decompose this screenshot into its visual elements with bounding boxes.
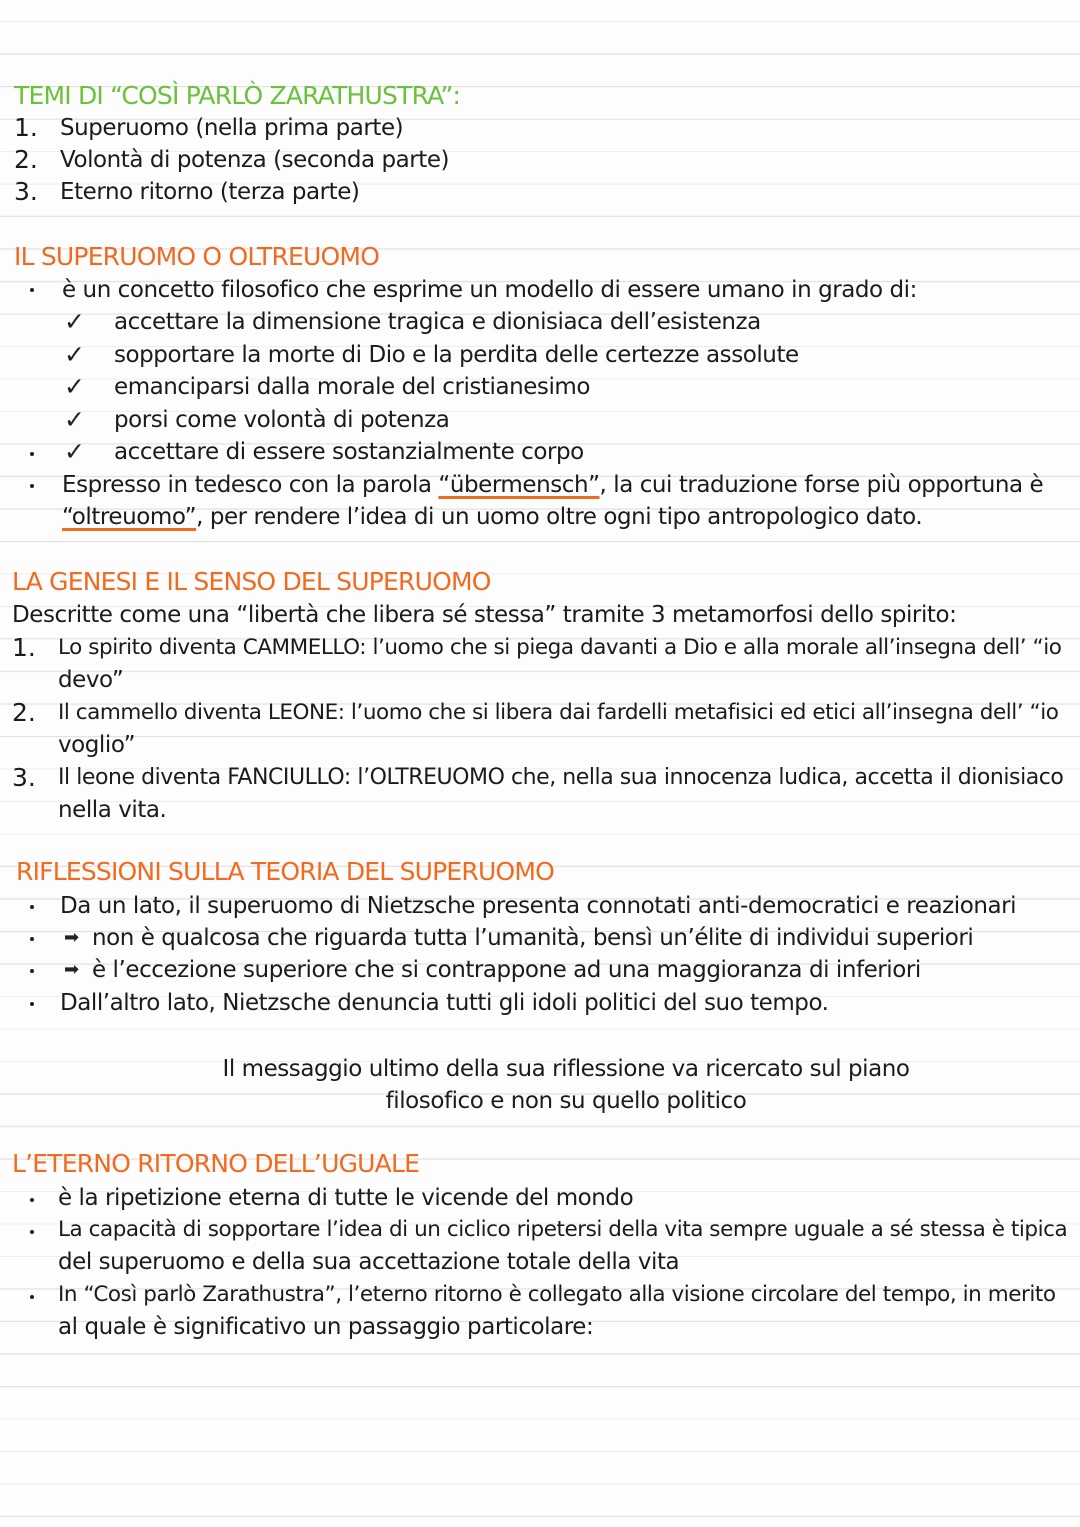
espresso-text-a: Espresso in tedesco con la parola: [62, 472, 439, 498]
check-icon: ✓: [64, 405, 85, 434]
bullet-dot: [30, 452, 34, 456]
riflessioni-point-1: Da un lato, il superuomo di Nietzsche presenta connotati anti-democratici e reazionari: [60, 893, 1017, 919]
temi-num-2: 2.: [14, 145, 38, 174]
arrow-right-icon: ➡: [64, 959, 80, 980]
heading-eterno-ritorno: L’ETERNO RITORNO DELL’UGUALE: [12, 1149, 420, 1178]
riflessioni-arrow-2: è l’eccezione superiore che si contrappone ad una maggioranza di inferiori: [92, 957, 921, 983]
bullet-dot: [30, 937, 34, 941]
bullet-dot: [30, 969, 34, 973]
message-line-2: filosofico e non su quello politico: [385, 1088, 747, 1114]
temi-num-3: 3.: [14, 177, 38, 206]
eterno-bullet-1: è la ripetizione eterna di tutte le vicende del mondo: [58, 1185, 634, 1211]
temi-item-3: Eterno ritorno (terza parte): [60, 179, 360, 205]
check-item-2: sopportare la morte di Dio e la perdita delle certezze assolute: [114, 342, 799, 368]
heading-superuomo: IL SUPERUOMO O OLTREUOMO: [14, 242, 380, 271]
temi-num-1: 1.: [14, 113, 38, 142]
check-item-5: accettare di essere sostanzialmente corpo: [114, 439, 584, 465]
eterno-bullet-3-line-2: al quale è significativo un passaggio particolare:: [58, 1314, 594, 1340]
bullet-dot: [30, 1002, 34, 1006]
message-line-1: Il messaggio ultimo della sua riflessione va ricercato sul piano: [222, 1056, 910, 1082]
check-item-4: porsi come volontà di potenza: [114, 407, 450, 433]
genesi-num-1: 1.: [12, 633, 36, 662]
genesi-num-3: 3.: [12, 763, 36, 792]
bullet-dot: [30, 1230, 34, 1234]
genesi-item-2-line-2: voglio”: [58, 732, 136, 758]
eterno-bullet-2-line-2: del superuomo e della sua accettazione totale della vita: [58, 1249, 680, 1275]
heading-temi: TEMI DI “COSÌ PARLÒ ZARATHUSTRA”:: [14, 81, 461, 110]
heading-riflessioni: RIFLESSIONI SULLA TEORIA DEL SUPERUOMO: [16, 857, 554, 886]
genesi-item-2-line-1: Il cammello diventa LEONE: l’uomo che si libera dai fardelli metafisici ed etici all’insegna dell’ “io: [58, 700, 1059, 725]
check-icon: ✓: [64, 307, 85, 336]
temi-item-1: Superuomo (nella prima parte): [60, 115, 404, 141]
check-icon: ✓: [64, 340, 85, 369]
espresso-text-b: , la cui traduzione forse più opportuna è: [599, 472, 1044, 498]
riflessioni-arrow-1: non è qualcosa che riguarda tutta l’umanità, bensì un’élite di individui superiori: [92, 925, 974, 951]
temi-item-2: Volontà di potenza (seconda parte): [60, 147, 450, 173]
eterno-bullet-3-line-1: In “Così parlò Zarathustra”, l’eterno ritorno è collegato alla visione circolare del tempo, in merito: [58, 1282, 1056, 1307]
genesi-item-1-line-2: devo”: [58, 667, 124, 693]
bullet-dot: [30, 905, 34, 909]
term-ubermensch: “übermensch”: [438, 472, 600, 498]
heading-genesi: LA GENESI E IL SENSO DEL SUPERUOMO: [12, 567, 491, 596]
term-oltreuomo: “oltreuomo”: [62, 504, 197, 530]
arrow-right-icon: ➡: [64, 927, 80, 948]
check-item-3: emanciparsi dalla morale del cristianesimo: [114, 374, 590, 400]
bullet-dot: [30, 288, 34, 292]
riflessioni-point-2: Dall’altro lato, Nietzsche denuncia tutti gli idoli politici del suo tempo.: [60, 990, 829, 1016]
genesi-intro: Descritte come una “libertà che libera sé stessa” tramite 3 metamorfosi dello spirito:: [12, 602, 957, 628]
genesi-num-2: 2.: [12, 698, 36, 727]
bullet-dot: [30, 1198, 34, 1202]
genesi-item-3-line-2: nella vita.: [58, 797, 167, 823]
espresso-text-c: , per rendere l’idea di un uomo oltre ogni tipo antropologico dato.: [196, 504, 923, 530]
espresso-line-2: [62, 501, 922, 533]
superuomo-intro: è un concetto filosofico che esprime un modello di essere umano in grado di:: [62, 277, 917, 303]
bullet-dot: [30, 1295, 34, 1299]
check-item-1: accettare la dimensione tragica e dionisiaca dell’esistenza: [114, 309, 761, 335]
check-icon: ✓: [64, 372, 85, 401]
bullet-dot: [30, 484, 34, 488]
genesi-item-3-line-1: Il leone diventa FANCIULLO: l’OLTREUOMO che, nella sua innocenza ludica, accetta il dionisiaco: [58, 765, 1064, 790]
eterno-bullet-2-line-1: La capacità di sopportare l’idea di un ciclico ripetersi della vita sempre uguale a sé stessa è tipica: [58, 1217, 1068, 1242]
check-icon: ✓: [64, 437, 85, 466]
genesi-item-1-line-1: Lo spirito diventa CAMMELLO: l’uomo che si piega davanti a Dio e alla morale all’insegna dell’ “io: [58, 635, 1062, 660]
espresso-line-1: [62, 469, 1043, 501]
